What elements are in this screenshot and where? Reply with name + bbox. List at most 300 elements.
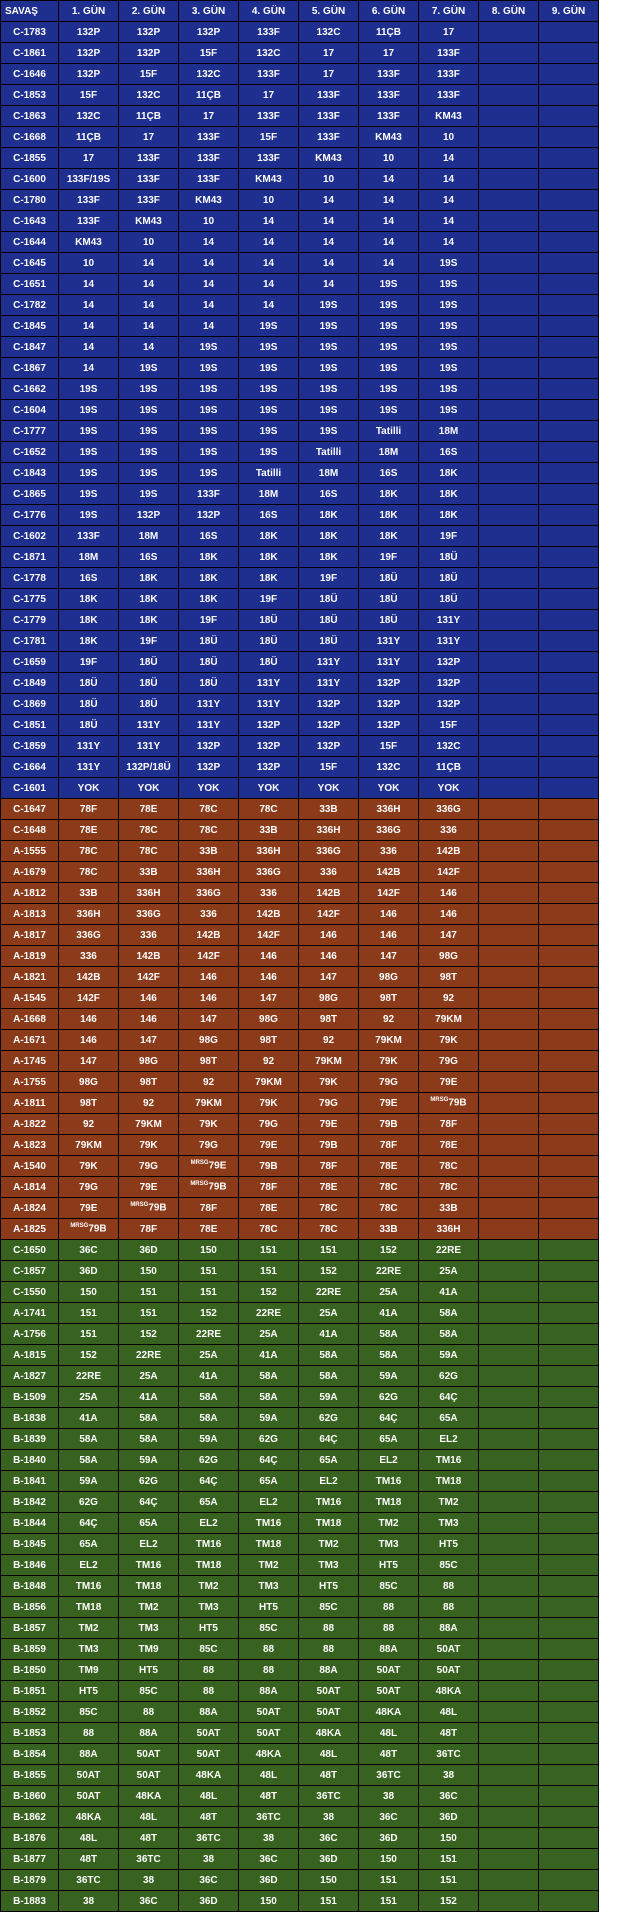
schedule-cell bbox=[479, 757, 539, 778]
schedule-cell: 17 bbox=[359, 43, 419, 64]
schedule-cell bbox=[479, 22, 539, 43]
schedule-cell: 64Ç bbox=[359, 1408, 419, 1429]
schedule-cell bbox=[539, 631, 599, 652]
schedule-cell: 48KA bbox=[59, 1807, 119, 1828]
table-row bbox=[1, 568, 599, 589]
table-row bbox=[1, 1072, 599, 1093]
schedule-cell bbox=[539, 463, 599, 484]
schedule-cell: 10 bbox=[239, 190, 299, 211]
schedule-cell: 11ÇB bbox=[359, 22, 419, 43]
schedule-cell bbox=[539, 883, 599, 904]
schedule-cell bbox=[479, 1513, 539, 1534]
schedule-cell: 79E bbox=[59, 1198, 119, 1219]
schedule-cell bbox=[539, 1555, 599, 1576]
schedule-cell bbox=[479, 1282, 539, 1303]
schedule-cell: 336H bbox=[299, 820, 359, 841]
schedule-cell: 14 bbox=[119, 316, 179, 337]
schedule-cell: 78C bbox=[239, 1219, 299, 1240]
schedule-cell: 79E bbox=[119, 1177, 179, 1198]
schedule-cell: 151 bbox=[59, 1303, 119, 1324]
schedule-cell: 48KA bbox=[179, 1765, 239, 1786]
schedule-cell: 85C bbox=[119, 1681, 179, 1702]
schedule-cell: 146 bbox=[419, 883, 479, 904]
table-row bbox=[1, 211, 599, 232]
schedule-cell: 36C bbox=[119, 1891, 179, 1912]
column-header-8: 8. GÜN bbox=[479, 1, 539, 22]
row-label-cell: C-1650 bbox=[1, 1240, 59, 1261]
schedule-cell: 132P bbox=[239, 757, 299, 778]
schedule-cell: 36TC bbox=[119, 1849, 179, 1870]
schedule-cell: 14 bbox=[239, 211, 299, 232]
schedule-cell: 147 bbox=[359, 946, 419, 967]
table-row bbox=[1, 988, 599, 1009]
schedule-cell: 79G bbox=[359, 1072, 419, 1093]
schedule-cell: 19S bbox=[299, 358, 359, 379]
schedule-cell bbox=[479, 1870, 539, 1891]
table-row bbox=[1, 1786, 599, 1807]
schedule-cell: EL2 bbox=[419, 1429, 479, 1450]
schedule-cell bbox=[479, 1030, 539, 1051]
schedule-cell: 88A bbox=[179, 1702, 239, 1723]
schedule-cell bbox=[479, 148, 539, 169]
row-label-cell: B-1853 bbox=[1, 1723, 59, 1744]
schedule-cell bbox=[539, 232, 599, 253]
schedule-cell bbox=[539, 337, 599, 358]
table-header-row bbox=[1, 1, 599, 22]
table-row bbox=[1, 547, 599, 568]
schedule-cell: 50AT bbox=[179, 1723, 239, 1744]
schedule-cell: 50AT bbox=[359, 1681, 419, 1702]
schedule-cell: 132C bbox=[59, 106, 119, 127]
schedule-cell: 19S bbox=[359, 316, 419, 337]
schedule-cell bbox=[539, 610, 599, 631]
schedule-cell: 132C bbox=[239, 43, 299, 64]
schedule-cell: 62G bbox=[419, 1366, 479, 1387]
schedule-cell: 14 bbox=[359, 232, 419, 253]
schedule-cell: 85C bbox=[419, 1555, 479, 1576]
schedule-cell bbox=[539, 1009, 599, 1030]
schedule-cell: TM2 bbox=[179, 1576, 239, 1597]
schedule-cell: TM18 bbox=[359, 1492, 419, 1513]
table-row bbox=[1, 778, 599, 799]
schedule-cell: HT5 bbox=[419, 1534, 479, 1555]
table-row bbox=[1, 1219, 599, 1240]
schedule-cell: 98T bbox=[59, 1093, 119, 1114]
schedule-cell: 151 bbox=[239, 1240, 299, 1261]
schedule-cell: 78F bbox=[239, 1177, 299, 1198]
schedule-cell bbox=[479, 1786, 539, 1807]
schedule-cell bbox=[539, 1450, 599, 1471]
schedule-cell: 14 bbox=[119, 337, 179, 358]
schedule-cell: 19F bbox=[419, 526, 479, 547]
schedule-cell: 19S bbox=[59, 484, 119, 505]
schedule-cell: 18Ü bbox=[179, 631, 239, 652]
table-row bbox=[1, 925, 599, 946]
schedule-cell: 14 bbox=[299, 232, 359, 253]
schedule-cell: 58A bbox=[119, 1408, 179, 1429]
schedule-cell: TM2 bbox=[419, 1492, 479, 1513]
schedule-cell: Tatilli bbox=[239, 463, 299, 484]
schedule-cell: 36D bbox=[359, 1828, 419, 1849]
schedule-cell bbox=[539, 127, 599, 148]
schedule-cell bbox=[479, 862, 539, 883]
schedule-cell: 14 bbox=[359, 211, 419, 232]
schedule-cell: 65A bbox=[359, 1429, 419, 1450]
schedule-cell: 65A bbox=[179, 1492, 239, 1513]
schedule-cell bbox=[539, 1072, 599, 1093]
schedule-cell: 16S bbox=[419, 442, 479, 463]
schedule-cell: 79G bbox=[119, 1156, 179, 1177]
schedule-cell: 79K bbox=[359, 1051, 419, 1072]
schedule-cell: TM16 bbox=[179, 1534, 239, 1555]
schedule-cell: 133F bbox=[299, 106, 359, 127]
table-row bbox=[1, 862, 599, 883]
schedule-cell bbox=[539, 1177, 599, 1198]
schedule-cell bbox=[539, 1324, 599, 1345]
row-label-cell: B-1857 bbox=[1, 1618, 59, 1639]
schedule-cell bbox=[539, 400, 599, 421]
schedule-cell: 98T bbox=[299, 1009, 359, 1030]
table-row bbox=[1, 1135, 599, 1156]
schedule-cell: 48L bbox=[359, 1723, 419, 1744]
schedule-cell: TM18 bbox=[419, 1471, 479, 1492]
schedule-cell: 147 bbox=[419, 925, 479, 946]
schedule-cell: 152 bbox=[419, 1891, 479, 1912]
schedule-cell: 85C bbox=[59, 1702, 119, 1723]
schedule-cell: 18Ü bbox=[419, 589, 479, 610]
schedule-cell: KM43 bbox=[239, 169, 299, 190]
schedule-cell: 64Ç bbox=[299, 1429, 359, 1450]
superscript-marker: MRSG bbox=[190, 1160, 209, 1167]
schedule-cell: 14 bbox=[239, 253, 299, 274]
schedule-cell: 336H bbox=[359, 799, 419, 820]
schedule-cell: 151 bbox=[359, 1891, 419, 1912]
schedule-cell: 132C bbox=[419, 736, 479, 757]
schedule-cell: EL2 bbox=[299, 1471, 359, 1492]
superscript-marker: MRSG bbox=[190, 1181, 209, 1188]
table-row bbox=[1, 1114, 599, 1135]
schedule-cell: 18K bbox=[359, 505, 419, 526]
schedule-cell: 41A bbox=[59, 1408, 119, 1429]
table-row bbox=[1, 1513, 599, 1534]
schedule-cell: 336 bbox=[179, 904, 239, 925]
schedule-cell: YOK bbox=[119, 778, 179, 799]
row-label-cell: B-1838 bbox=[1, 1408, 59, 1429]
schedule-cell bbox=[479, 106, 539, 127]
schedule-cell bbox=[479, 1303, 539, 1324]
schedule-cell: EL2 bbox=[119, 1534, 179, 1555]
schedule-cell bbox=[479, 1261, 539, 1282]
schedule-cell bbox=[479, 673, 539, 694]
schedule-cell: 19S bbox=[119, 379, 179, 400]
schedule-cell bbox=[539, 484, 599, 505]
schedule-cell bbox=[539, 904, 599, 925]
table-row bbox=[1, 652, 599, 673]
schedule-cell bbox=[479, 589, 539, 610]
schedule-cell bbox=[479, 631, 539, 652]
row-label-cell: A-1824 bbox=[1, 1198, 59, 1219]
schedule-cell: 19S bbox=[419, 316, 479, 337]
schedule-cell: 18K bbox=[179, 568, 239, 589]
schedule-cell bbox=[479, 295, 539, 316]
table-row bbox=[1, 1702, 599, 1723]
schedule-cell: 92 bbox=[119, 1093, 179, 1114]
schedule-cell: 142F bbox=[239, 925, 299, 946]
schedule-cell: 62G bbox=[299, 1408, 359, 1429]
schedule-cell: 151 bbox=[419, 1870, 479, 1891]
schedule-cell bbox=[479, 1366, 539, 1387]
schedule-cell: 133F bbox=[239, 64, 299, 85]
schedule-cell: TM9 bbox=[119, 1639, 179, 1660]
schedule-cell bbox=[479, 64, 539, 85]
schedule-cell: TM18 bbox=[119, 1576, 179, 1597]
schedule-cell: 133F bbox=[419, 85, 479, 106]
table-row bbox=[1, 1282, 599, 1303]
schedule-cell: 98T bbox=[119, 1072, 179, 1093]
schedule-cell bbox=[479, 337, 539, 358]
row-label-cell: C-1646 bbox=[1, 64, 59, 85]
row-label-cell: C-1648 bbox=[1, 820, 59, 841]
schedule-cell: 19S bbox=[299, 295, 359, 316]
schedule-cell: 18M bbox=[299, 463, 359, 484]
schedule-cell: 36D bbox=[179, 1891, 239, 1912]
schedule-cell: 88 bbox=[179, 1681, 239, 1702]
schedule-cell: 79KM bbox=[179, 1093, 239, 1114]
schedule-cell: 48L bbox=[239, 1765, 299, 1786]
schedule-cell: HT5 bbox=[239, 1597, 299, 1618]
row-label-cell: B-1845 bbox=[1, 1534, 59, 1555]
schedule-cell: 79B bbox=[299, 1135, 359, 1156]
row-label-cell: A-1813 bbox=[1, 904, 59, 925]
schedule-cell: 14 bbox=[299, 211, 359, 232]
schedule-cell bbox=[539, 1492, 599, 1513]
schedule-cell bbox=[479, 610, 539, 631]
table-row bbox=[1, 883, 599, 904]
schedule-cell: YOK bbox=[299, 778, 359, 799]
schedule-cell: 48L bbox=[419, 1702, 479, 1723]
schedule-cell bbox=[539, 1303, 599, 1324]
schedule-cell: 79G bbox=[239, 1114, 299, 1135]
schedule-cell: 11ÇB bbox=[59, 127, 119, 148]
schedule-cell: 19S bbox=[419, 274, 479, 295]
schedule-cell bbox=[539, 820, 599, 841]
schedule-cell: EL2 bbox=[59, 1555, 119, 1576]
schedule-cell bbox=[479, 505, 539, 526]
schedule-cell: 132P bbox=[59, 64, 119, 85]
schedule-cell bbox=[479, 946, 539, 967]
schedule-cell: 142B bbox=[239, 904, 299, 925]
schedule-cell: 18Ü bbox=[59, 694, 119, 715]
schedule-cell: 38 bbox=[59, 1891, 119, 1912]
schedule-cell: 146 bbox=[59, 1009, 119, 1030]
schedule-cell: 58A bbox=[359, 1345, 419, 1366]
schedule-cell: 50AT bbox=[179, 1744, 239, 1765]
row-label-cell: C-1652 bbox=[1, 442, 59, 463]
schedule-cell: 88A bbox=[359, 1639, 419, 1660]
schedule-cell: 336G bbox=[419, 799, 479, 820]
schedule-cell: 336H bbox=[239, 841, 299, 862]
table-row bbox=[1, 1597, 599, 1618]
table-row bbox=[1, 85, 599, 106]
row-label-cell: C-1849 bbox=[1, 673, 59, 694]
schedule-cell: 336H bbox=[179, 862, 239, 883]
row-label-cell: A-1555 bbox=[1, 841, 59, 862]
schedule-cell bbox=[539, 1240, 599, 1261]
schedule-cell bbox=[479, 253, 539, 274]
row-label-cell: B-1877 bbox=[1, 1849, 59, 1870]
schedule-cell: 58A bbox=[299, 1345, 359, 1366]
schedule-cell: TM2 bbox=[59, 1618, 119, 1639]
schedule-cell: 132P bbox=[179, 505, 239, 526]
row-label-cell: B-1844 bbox=[1, 1513, 59, 1534]
schedule-cell bbox=[479, 841, 539, 862]
schedule-cell: 79B bbox=[359, 1114, 419, 1135]
schedule-cell: KM43 bbox=[299, 148, 359, 169]
schedule-cell: 18Ü bbox=[239, 652, 299, 673]
schedule-cell: 146 bbox=[359, 904, 419, 925]
schedule-cell: 14 bbox=[179, 295, 239, 316]
schedule-cell: 18Ü bbox=[299, 631, 359, 652]
schedule-cell bbox=[539, 1135, 599, 1156]
schedule-cell: TM16 bbox=[119, 1555, 179, 1576]
schedule-cell: 142B bbox=[119, 946, 179, 967]
schedule-cell bbox=[539, 1219, 599, 1240]
table-row bbox=[1, 337, 599, 358]
schedule-cell: 58A bbox=[119, 1429, 179, 1450]
schedule-cell: 78E bbox=[239, 1198, 299, 1219]
schedule-cell: 11ÇB bbox=[119, 106, 179, 127]
schedule-cell: 78F bbox=[179, 1198, 239, 1219]
schedule-cell bbox=[539, 1723, 599, 1744]
schedule-cell bbox=[479, 715, 539, 736]
schedule-cell bbox=[539, 1870, 599, 1891]
schedule-cell bbox=[539, 1093, 599, 1114]
schedule-cell: 336H bbox=[119, 883, 179, 904]
schedule-cell: 132P bbox=[119, 43, 179, 64]
schedule-cell: 151 bbox=[299, 1891, 359, 1912]
schedule-cell bbox=[539, 988, 599, 1009]
schedule-cell: 19S bbox=[179, 463, 239, 484]
schedule-cell: 36C bbox=[419, 1786, 479, 1807]
schedule-cell bbox=[539, 379, 599, 400]
schedule-cell: 19S bbox=[119, 400, 179, 421]
schedule-cell: TM18 bbox=[239, 1534, 299, 1555]
schedule-cell: 18Ü bbox=[59, 715, 119, 736]
table-row bbox=[1, 946, 599, 967]
schedule-cell: 14 bbox=[419, 232, 479, 253]
table-row bbox=[1, 232, 599, 253]
table-row bbox=[1, 841, 599, 862]
schedule-cell: 33B bbox=[119, 862, 179, 883]
schedule-cell bbox=[539, 694, 599, 715]
schedule-cell: 50AT bbox=[59, 1786, 119, 1807]
table-row bbox=[1, 904, 599, 925]
schedule-cell bbox=[479, 1702, 539, 1723]
schedule-cell: 18K bbox=[419, 463, 479, 484]
row-label-cell: C-1643 bbox=[1, 211, 59, 232]
schedule-cell: 18K bbox=[299, 526, 359, 547]
schedule-cell: 14 bbox=[59, 316, 119, 337]
schedule-cell bbox=[479, 1240, 539, 1261]
schedule-cell bbox=[539, 736, 599, 757]
schedule-cell: 79E bbox=[419, 1072, 479, 1093]
schedule-cell bbox=[479, 442, 539, 463]
schedule-cell: 58A bbox=[179, 1408, 239, 1429]
schedule-cell: 62G bbox=[59, 1492, 119, 1513]
schedule-cell: TM18 bbox=[59, 1597, 119, 1618]
row-label-cell: C-1867 bbox=[1, 358, 59, 379]
schedule-cell: 88 bbox=[299, 1639, 359, 1660]
table-row bbox=[1, 736, 599, 757]
schedule-cell: 19S bbox=[359, 337, 419, 358]
schedule-cell bbox=[479, 1114, 539, 1135]
schedule-cell: 98G bbox=[59, 1072, 119, 1093]
row-label-cell: C-1847 bbox=[1, 337, 59, 358]
row-label-cell: B-1509 bbox=[1, 1387, 59, 1408]
schedule-cell bbox=[539, 1618, 599, 1639]
schedule-cell bbox=[479, 568, 539, 589]
schedule-cell: 10 bbox=[359, 148, 419, 169]
schedule-cell: 19S bbox=[299, 400, 359, 421]
table-row bbox=[1, 1807, 599, 1828]
schedule-cell bbox=[479, 547, 539, 568]
table-row bbox=[1, 1450, 599, 1471]
schedule-cell: 62G bbox=[359, 1387, 419, 1408]
schedule-cell: HT5 bbox=[179, 1618, 239, 1639]
schedule-cell bbox=[479, 925, 539, 946]
row-label-cell: C-1783 bbox=[1, 22, 59, 43]
table-row bbox=[1, 148, 599, 169]
schedule-cell bbox=[539, 1786, 599, 1807]
schedule-cell: 48KA bbox=[299, 1723, 359, 1744]
schedule-cell bbox=[479, 274, 539, 295]
schedule-cell bbox=[539, 1702, 599, 1723]
schedule-cell: 19S bbox=[179, 337, 239, 358]
table-row bbox=[1, 1198, 599, 1219]
schedule-cell: 22RE bbox=[179, 1324, 239, 1345]
table-row bbox=[1, 1387, 599, 1408]
schedule-cell: 79K bbox=[239, 1093, 299, 1114]
schedule-cell: 48L bbox=[59, 1828, 119, 1849]
row-label-cell: C-1863 bbox=[1, 106, 59, 127]
schedule-cell: 132P bbox=[359, 694, 419, 715]
schedule-cell: 133F bbox=[299, 85, 359, 106]
row-label-cell: C-1851 bbox=[1, 715, 59, 736]
schedule-cell: 131Y bbox=[179, 694, 239, 715]
schedule-cell: 58A bbox=[419, 1303, 479, 1324]
schedule-cell: 19S bbox=[59, 442, 119, 463]
schedule-cell: 19S bbox=[179, 400, 239, 421]
schedule-cell bbox=[539, 673, 599, 694]
schedule-cell: 18Ü bbox=[119, 652, 179, 673]
table-row bbox=[1, 610, 599, 631]
schedule-cell: 14 bbox=[299, 190, 359, 211]
column-header-9: 9. GÜN bbox=[539, 1, 599, 22]
schedule-cell: 19S bbox=[179, 421, 239, 442]
schedule-cell: 25A bbox=[359, 1282, 419, 1303]
schedule-cell: 131Y bbox=[359, 652, 419, 673]
schedule-cell: 38 bbox=[119, 1870, 179, 1891]
schedule-cell: 36TC bbox=[299, 1786, 359, 1807]
schedule-cell: 33B bbox=[179, 841, 239, 862]
schedule-cell: HT5 bbox=[359, 1555, 419, 1576]
schedule-cell: 336H bbox=[419, 1219, 479, 1240]
row-label-cell: A-1812 bbox=[1, 883, 59, 904]
schedule-cell: 41A bbox=[419, 1282, 479, 1303]
row-label-cell: C-1604 bbox=[1, 400, 59, 421]
row-label-cell: A-1679 bbox=[1, 862, 59, 883]
schedule-cell bbox=[539, 778, 599, 799]
